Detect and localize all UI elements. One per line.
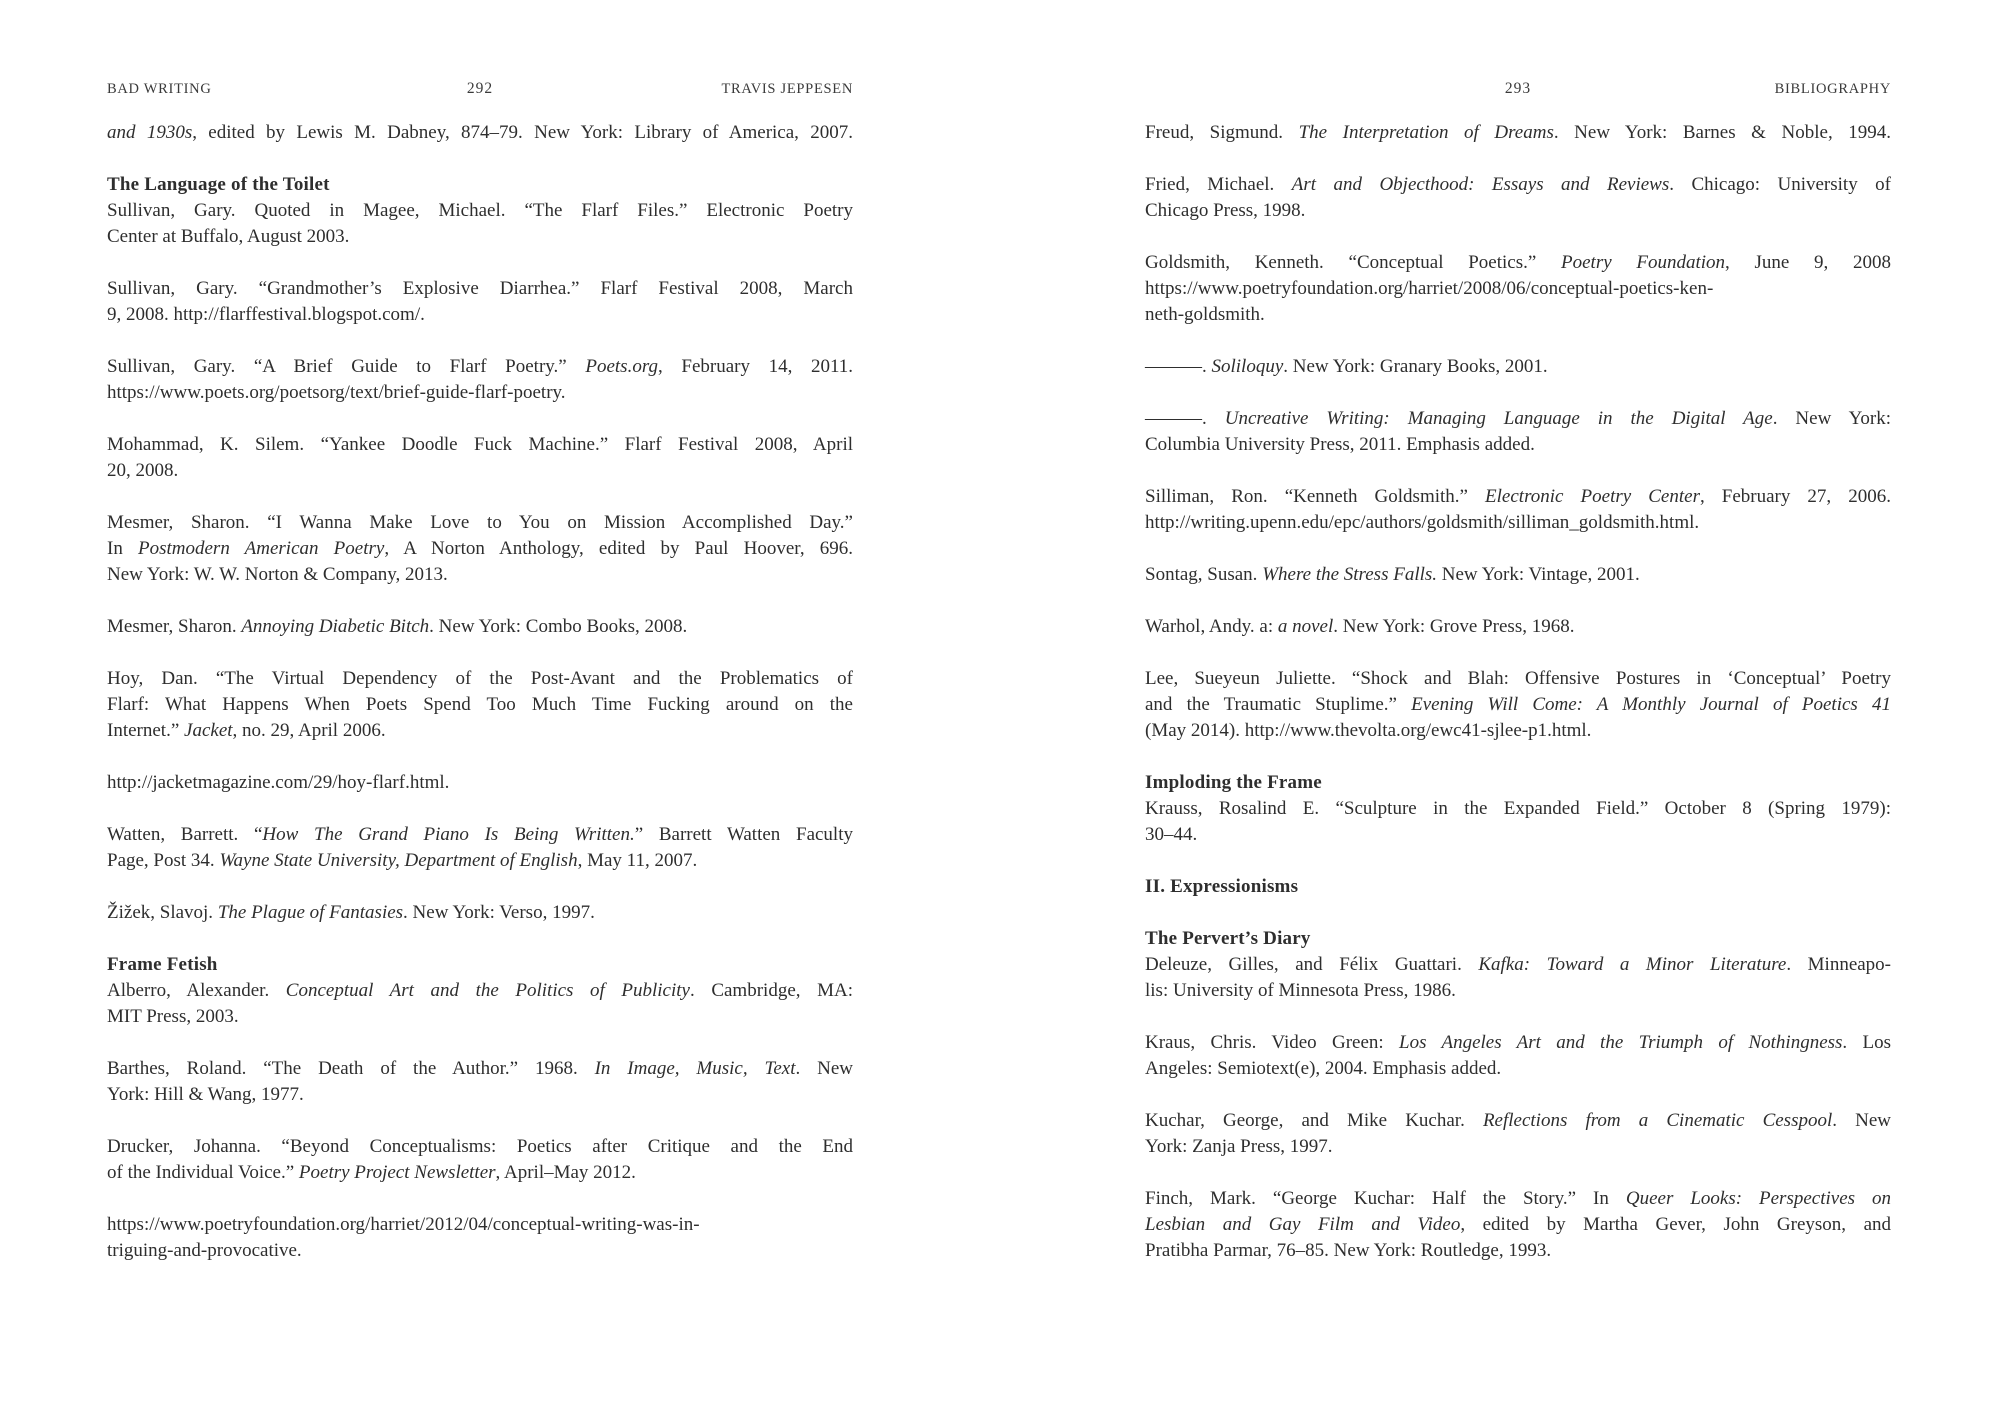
text-line: MIT Press, 2003. [107,1006,239,1027]
text-line: Mohammad, K. Silem. “Yankee Doodle Fuck Machine.” Flarf Festival 2008, April [107,434,853,455]
text-line: Imploding the Frame [1145,772,1322,793]
text-line: Flarf: What Happens When Poets Spend Too Much Time Fucking around on the [107,694,853,715]
text-line: Lesbian and Gay Film and Video, edited by Martha Gever, John Greyson, and [1145,1214,1891,1235]
bibliography-entry [1145,562,1891,588]
left-page-running-head [107,80,853,98]
bibliography-entry [107,614,853,640]
section-heading [1145,926,1891,952]
bibliography-entry [107,120,853,146]
running-head-book-title: BAD WRITING [107,81,212,97]
text-line: Watten, Barrett. “How The Grand Piano Is Being Written.” Barrett Watten Faculty [107,824,853,845]
bibliography-entry [107,1212,853,1264]
text-line: 30–44. [1145,824,1198,845]
text-line: lis: University of Minnesota Press, 1986. [1145,980,1456,1001]
bibliography-entry [107,432,853,484]
bibliography-entry [1145,796,1891,848]
bibliography-entry [1145,354,1891,380]
text-line: The Pervert’s Diary [1145,928,1311,949]
text-line: Pratibha Parmar, 76–85. New York: Routledge, 1993. [1145,1240,1552,1261]
running-head-author: TRAVIS JEPPESEN [721,81,853,97]
text-line: and the Traumatic Stuplime.” Evening Will Come: A Monthly Journal of Poetics 41 [1145,694,1891,715]
text-line: York: Hill & Wang, 1977. [107,1084,304,1105]
bibliography-entry [1145,172,1891,224]
text-line: Internet.” Jacket, no. 29, April 2006. [107,720,386,741]
text-line: Center at Buffalo, August 2003. [107,226,350,247]
text-line: Frame Fetish [107,954,218,975]
text-line: In Postmodern American Poetry, A Norton Anthology, edited by Paul Hoover, 696. [107,538,854,559]
bibliography-entry [107,276,853,328]
text-line: https://www.poetryfoundation.org/harriet/2008/06/conceptual-poetics-ken- [1145,278,1714,299]
text-line: ———. Soliloquy. New York: Granary Books, 2001. [1145,356,1548,377]
text-line: Silliman, Ron. “Kenneth Goldsmith.” Electronic Poetry Center, February 27, 2006. [1145,486,1891,507]
text-line: Fried, Michael. Art and Objecthood: Essays and Reviews. Chicago: University of [1145,174,1891,195]
right-page-running-head [1145,80,1891,98]
section-heading [107,952,853,978]
bibliography-entry [1145,1186,1891,1264]
page-number-right: 293 [1504,80,1532,97]
text-line: Mesmer, Sharon. Annoying Diabetic Bitch. New York: Combo Books, 2008. [107,616,688,637]
bibliography-entry [107,770,853,796]
text-line: II. Expressionisms [1145,876,1299,897]
text-line: Deleuze, Gilles, and Félix Guattari. Kafka: Toward a Minor Literature. Minneapo- [1145,954,1892,975]
text-line: Goldsmith, Kenneth. “Conceptual Poetics.” Poetry Foundation, June 9, 2008 [1145,252,1892,273]
text-line: Sullivan, Gary. “A Brief Guide to Flarf Poetry.” Poets.org, February 14, 2011. [107,356,853,377]
bibliography-entry [1145,666,1891,744]
text-line: Krauss, Rosalind E. “Sculpture in the Expanded Field.” October 8 (Spring 1979): [1145,798,1891,819]
text-line: Sontag, Susan. Where the Stress Falls. New York: Vintage, 2001. [1145,564,1640,585]
text-line: Sullivan, Gary. “Grandmother’s Explosive Diarrhea.” Flarf Festival 2008, March [107,278,853,299]
bibliography-entry [1145,1030,1891,1082]
text-line: http://writing.upenn.edu/epc/authors/goldsmith/silliman_goldsmith.html. [1145,512,1700,533]
bibliography-entry [107,510,853,588]
text-line: Kuchar, George, and Mike Kuchar. Reflections from a Cinematic Cesspool. New [1145,1110,1891,1131]
text-line: Barthes, Roland. “The Death of the Author.” 1968. In Image, Music, Text. New [107,1058,853,1079]
text-line: Chicago Press, 1998. [1145,200,1306,221]
text-line: (May 2014). http://www.thevolta.org/ewc41-sjlee-p1.html. [1145,720,1592,741]
bibliography-entry [107,822,853,874]
section-heading [1145,770,1891,796]
section-heading [107,172,853,198]
text-line: Sullivan, Gary. Quoted in Magee, Michael. “The Flarf Files.” Electronic Poetry [107,200,853,221]
text-line: Mesmer, Sharon. “I Wanna Make Love to You on Mission Accomplished Day.” [107,512,853,533]
text-line: Finch, Mark. “George Kuchar: Half the Story.” In Queer Looks: Perspectives on [1145,1188,1891,1209]
bibliography-entry [107,1134,853,1186]
bibliography-entry [1145,484,1891,536]
text-line: triguing-and-provocative. [107,1240,302,1261]
text-line: Kraus, Chris. Video Green: Los Angeles Art and the Triumph of Nothingness. Los [1145,1032,1892,1053]
text-line: https://www.poets.org/poetsorg/text/brief-guide-flarf-poetry. [107,382,566,403]
bibliography-entry [1145,120,1891,146]
text-line: York: Zanja Press, 1997. [1145,1136,1333,1157]
text-line: Žižek, Slavoj. The Plague of Fantasies. New York: Verso, 1997. [107,902,595,923]
text-line: ———. Uncreative Writing: Managing Language in the Digital Age. New York: [1145,408,1891,429]
bibliography-entry [1145,614,1891,640]
text-line: New York: W. W. Norton & Company, 2013. [107,564,448,585]
text-line: Angeles: Semiotext(e), 2004. Emphasis added. [1145,1058,1502,1079]
text-line: and 1930s, edited by Lewis M. Dabney, 874–79. New York: Library of America, 2007. [107,122,853,143]
bibliography-entry [1145,1108,1891,1160]
text-line: Page, Post 34. Wayne State University, Department of English, May 11, 2007. [107,850,698,871]
bibliography-entry [107,1056,853,1108]
text-line: Freud, Sigmund. The Interpretation of Dreams. New York: Barnes & Noble, 1994. [1145,122,1891,143]
bibliography-entry [107,900,853,926]
bibliography-entry [1145,406,1891,458]
section-heading [1145,874,1891,900]
running-head-section: BIBLIOGRAPHY [1774,81,1891,97]
text-line: Columbia University Press, 2011. Emphasis added. [1145,434,1535,455]
bibliography-entry [107,354,853,406]
text-line: https://www.poetryfoundation.org/harriet/2012/04/conceptual-writing-was-in- [107,1214,700,1235]
text-line: Alberro, Alexander. Conceptual Art and the Politics of Publicity. Cambridge, MA: [107,980,853,1001]
left-page-text-column [107,120,853,1264]
text-line: The Language of the Toilet [107,174,330,195]
bibliography-entry [1145,952,1891,1004]
bibliography-entry [107,198,853,250]
text-line: neth-goldsmith. [1145,304,1265,325]
text-line: http://jacketmagazine.com/29/hoy-flarf.html. [107,772,450,793]
text-line: Drucker, Johanna. “Beyond Conceptualisms: Poetics after Critique and the End [107,1136,853,1157]
text-line: Warhol, Andy. a: a novel. New York: Grove Press, 1968. [1145,616,1575,637]
text-line: Hoy, Dan. “The Virtual Dependency of the Post-Avant and the Problematics of [107,668,853,689]
text-line: Lee, Sueyeun Juliette. “Shock and Blah: Offensive Postures in ‘Conceptual’ Poetry [1145,668,1891,689]
right-page-text-column [1145,120,1891,1264]
text-line: of the Individual Voice.” Poetry Project Newsletter, April–May 2012. [107,1162,636,1183]
bibliography-entry [107,666,853,744]
text-line: 20, 2008. [107,460,179,481]
page-number-left: 292 [466,80,494,97]
bibliography-entry [107,978,853,1030]
bibliography-entry [1145,250,1891,328]
text-line: 9, 2008. http://flarffestival.blogspot.com/. [107,304,425,325]
